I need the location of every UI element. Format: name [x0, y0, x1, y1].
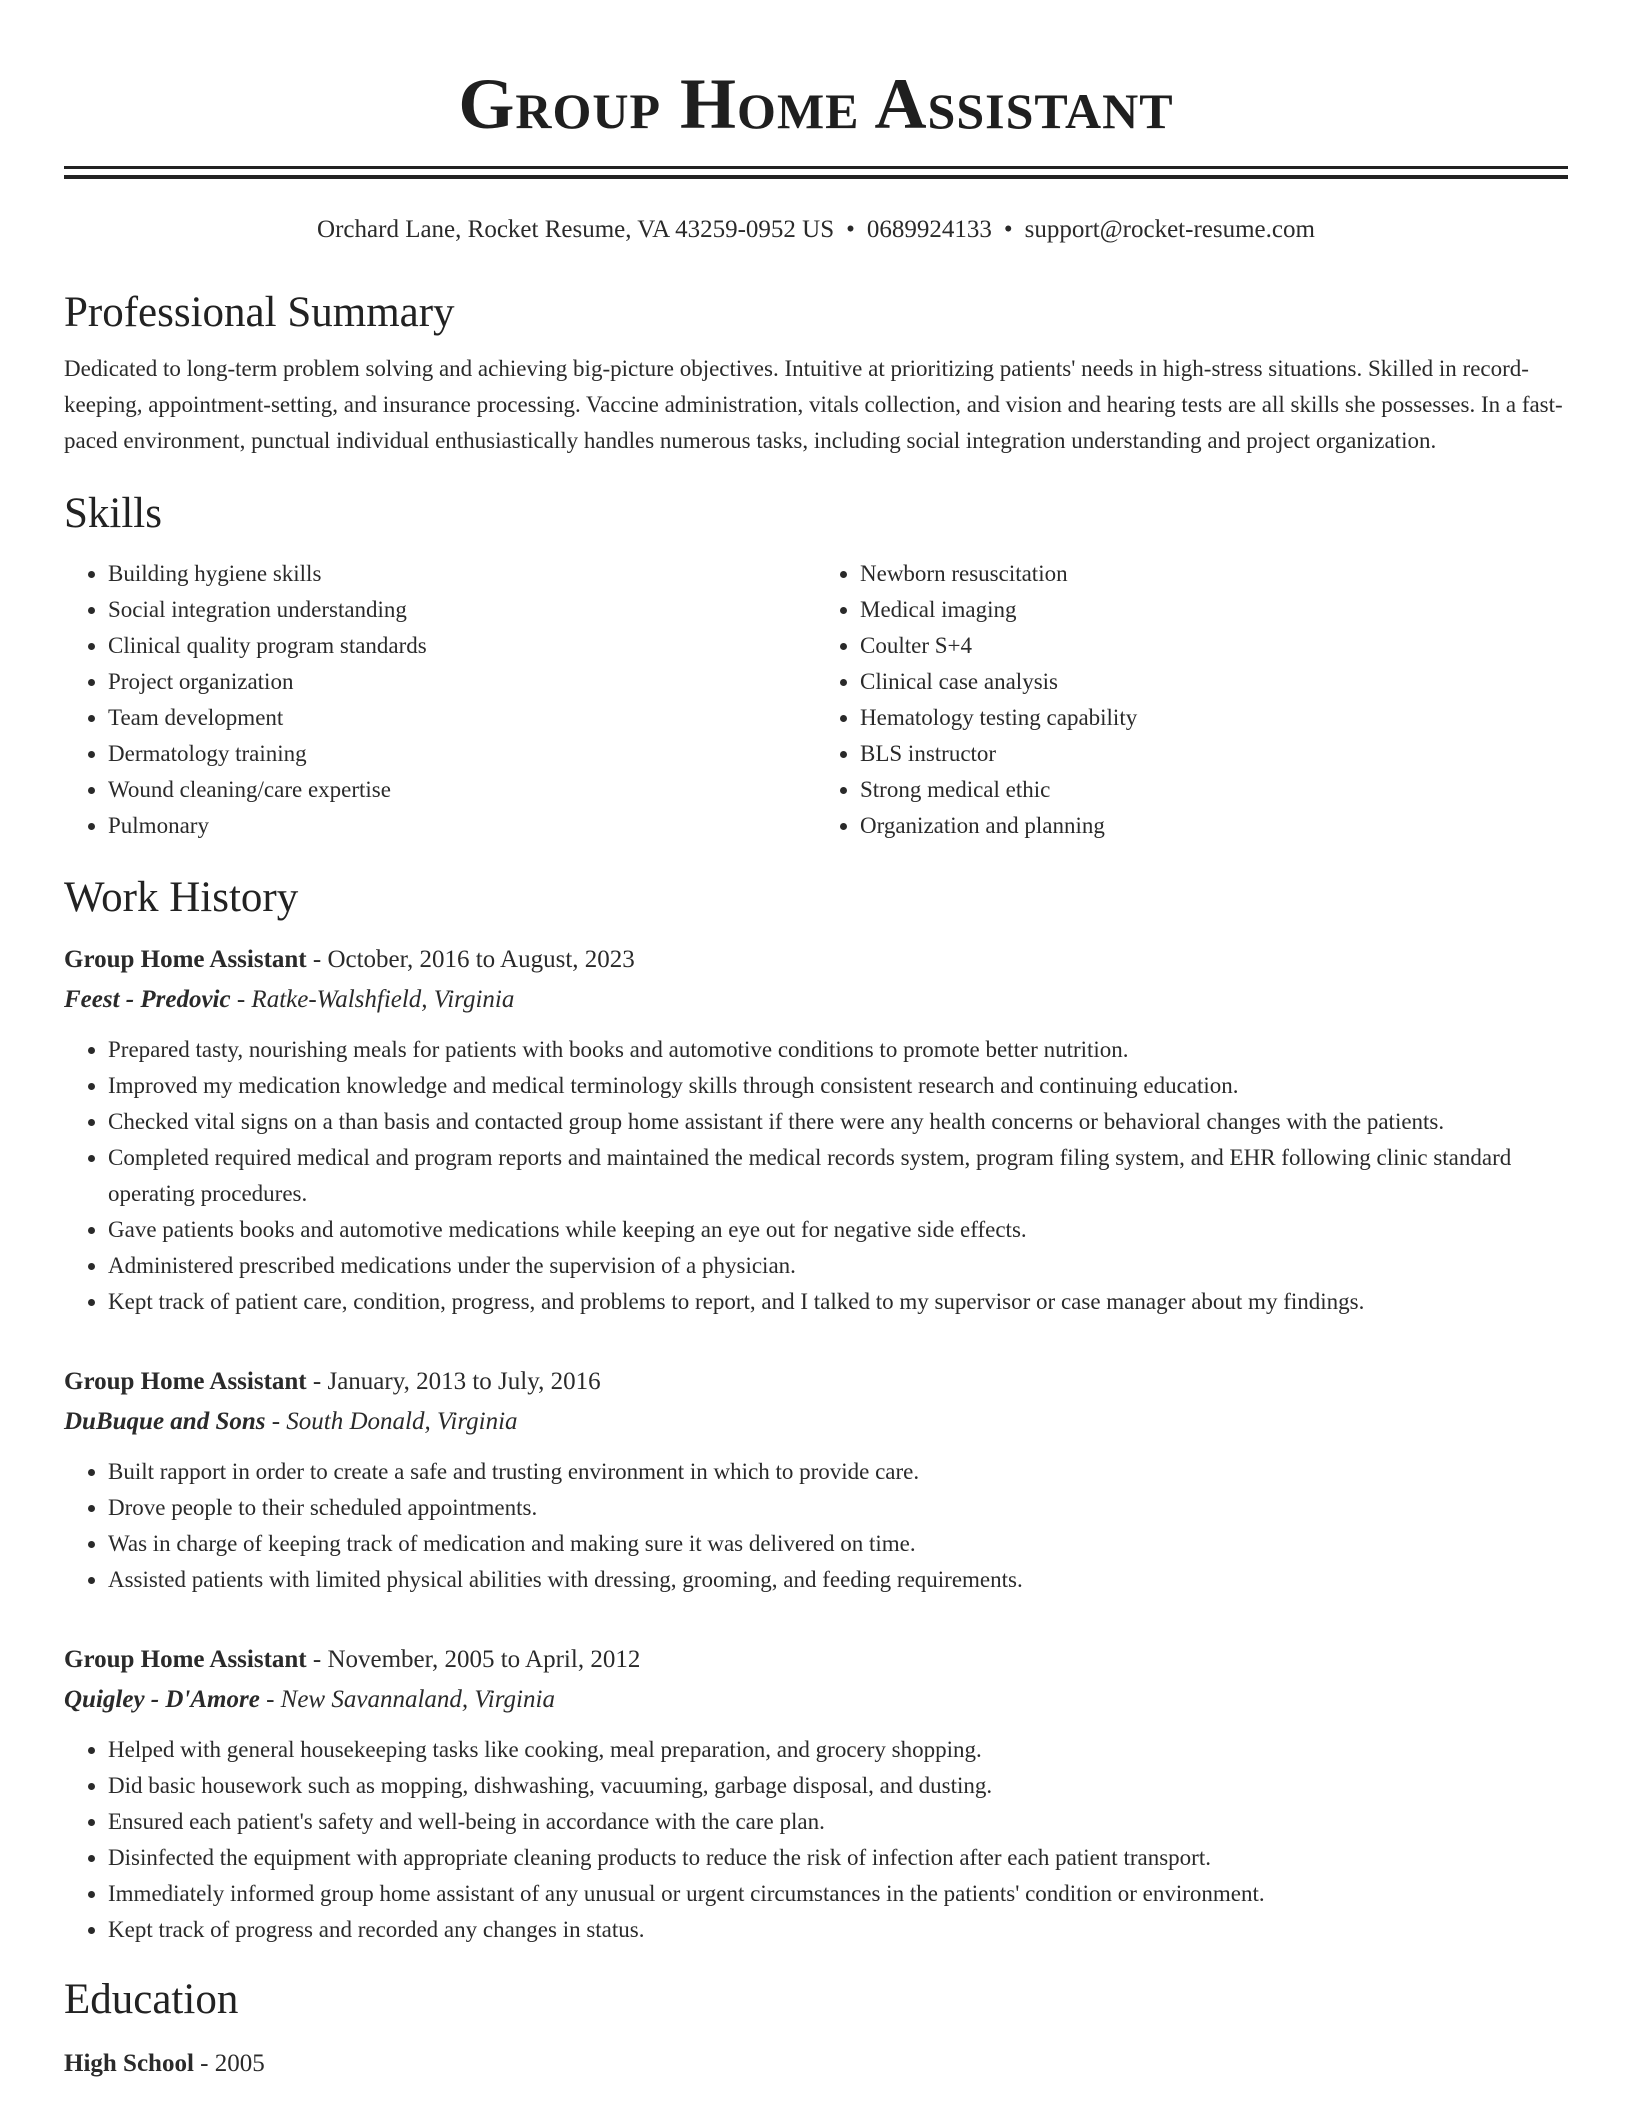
- skill-item: • Project organization: [108, 664, 816, 700]
- education-section: [64, 1974, 1568, 2082]
- job-duty: • Checked vital signs on a than basis and contacted group home assistant if there were any health concerns or behavioral changes with the patients.: [108, 1104, 1568, 1140]
- skill-item: • Strong medical ethic: [860, 772, 1568, 808]
- job-title: Group Home Assistant: [64, 1368, 307, 1395]
- job-duty: • Built rapport in order to create a safe and trusting environment in which to provide care.: [108, 1454, 1568, 1490]
- job-entry: [64, 1642, 1568, 1948]
- job-duty: • Kept track of patient care, condition, progress, and problems to report, and I talked to my supervisor or case manager about my findings.: [108, 1284, 1568, 1320]
- skills-list-right: [816, 556, 1568, 844]
- job-header: [64, 942, 1568, 978]
- skills-columns: [64, 556, 1568, 844]
- education-year: - 2005: [193, 2050, 265, 2077]
- job-employer: [64, 1404, 1568, 1440]
- header-rule-top: [64, 166, 1568, 169]
- skill-item: • Clinical quality program standards: [108, 628, 816, 664]
- skill-item: • Team development: [108, 700, 816, 736]
- skill-item: • Wound cleaning/care expertise: [108, 772, 816, 808]
- skill-item: • Dermatology training: [108, 736, 816, 772]
- job-entry: [64, 1364, 1568, 1598]
- job-duties-list: [64, 1732, 1568, 1948]
- work-history-section: [64, 872, 1568, 1948]
- contact-phone: 0689924133: [866, 216, 992, 243]
- skill-item: • BLS instructor: [860, 736, 1568, 772]
- contact-line: [64, 215, 1568, 245]
- job-duties-list: [64, 1454, 1568, 1598]
- resume-content: [64, 0, 1568, 2082]
- job-location: - New Savannaland, Virginia: [259, 1686, 555, 1713]
- job-company: Quigley - D'Amore: [64, 1686, 260, 1713]
- job-duty: • Was in charge of keeping track of medication and making sure it was delivered on time.: [108, 1526, 1568, 1562]
- job-duty: • Did basic housework such as mopping, dishwashing, vacuuming, garbage disposal, and dusting.: [108, 1768, 1568, 1804]
- job-header: [64, 1364, 1568, 1400]
- job-employer: [64, 982, 1568, 1018]
- candidate-name: Group Home Assistant: [458, 64, 1174, 144]
- job-duty: • Administered prescribed medications under the supervision of a physician.: [108, 1248, 1568, 1284]
- contact-separator: •: [846, 216, 855, 243]
- job-duty: • Immediately informed group home assistant of any unusual or urgent circumstances in the patients' condition or environment.: [108, 1876, 1568, 1912]
- job-entry: [64, 942, 1568, 1320]
- job-duty: • Helped with general housekeeping tasks like cooking, meal preparation, and grocery shopping.: [108, 1732, 1568, 1768]
- skill-item: • Pulmonary: [108, 808, 816, 844]
- header-rule-bottom: [64, 175, 1568, 179]
- section-heading-skills: Skills: [64, 490, 162, 537]
- job-duty: • Ensured each patient's safety and well-being in accordance with the care plan.: [108, 1804, 1568, 1840]
- summary-text: Dedicated to long-term problem solving and achieving big-picture objectives. Intuitive at prioritizing patients' needs in high-stress situations. Skilled in record-keeping, appointment-setting, and insurance processing. Vaccine administration, vitals collection, and vision and hearing tests are all skills she possesses. In a fast-paced environment, punctual individual enthusiastically handles numerous tasks, including social integration understanding and project organization.: [64, 356, 1563, 453]
- skills-section: [64, 488, 1568, 844]
- job-company: DuBuque and Sons: [64, 1408, 266, 1435]
- job-location: - Ratke-Walshfield, Virginia: [230, 986, 515, 1013]
- job-duty: • Assisted patients with limited physical abilities with dressing, grooming, and feeding requirements.: [108, 1562, 1568, 1598]
- job-employer: [64, 1682, 1568, 1718]
- skill-item: • Coulter S+4: [860, 628, 1568, 664]
- job-duty: • Gave patients books and automotive medications while keeping an eye out for negative side effects.: [108, 1212, 1568, 1248]
- job-duties-list: [64, 1032, 1568, 1320]
- contact-separator: •: [1003, 216, 1013, 243]
- skill-item: • Clinical case analysis: [860, 664, 1568, 700]
- job-company: Feest - Predovic: [64, 986, 231, 1013]
- section-heading-summary: Professional Summary: [64, 289, 455, 336]
- job-dates: - November, 2005 to April, 2012: [306, 1646, 641, 1673]
- section-heading-education: Education: [64, 1976, 239, 2023]
- contact-email: support@rocket-resume.com: [1024, 216, 1315, 243]
- skill-item: • Building hygiene skills: [108, 556, 816, 592]
- job-duty: • Disinfected the equipment with appropriate cleaning products to reduce the risk of infection after each patient transport.: [108, 1840, 1568, 1876]
- skill-item: • Organization and planning: [860, 808, 1568, 844]
- job-title: Group Home Assistant: [64, 946, 307, 973]
- job-duty: • Completed required medical and program reports and maintained the medical records system, program filing system, and EHR following clinic standard operating procedures.: [108, 1140, 1568, 1212]
- skill-item: • Social integration understanding: [108, 592, 816, 628]
- job-duty: • Prepared tasty, nourishing meals for patients with books and automotive conditions to promote better nutrition.: [108, 1032, 1568, 1068]
- skill-item: • Medical imaging: [860, 592, 1568, 628]
- education-entry: [64, 2046, 1568, 2082]
- education-degree: High School: [64, 2050, 194, 2077]
- job-duty: • Improved my medication knowledge and medical terminology skills through consistent research and continuing education.: [108, 1068, 1568, 1104]
- skills-list-left: [64, 556, 816, 844]
- job-duty: • Drove people to their scheduled appointments.: [108, 1490, 1568, 1526]
- job-duty: • Kept track of progress and recorded any changes in status.: [108, 1912, 1568, 1948]
- job-title: Group Home Assistant: [64, 1646, 307, 1673]
- skill-item: • Hematology testing capability: [860, 700, 1568, 736]
- job-header: [64, 1642, 1568, 1678]
- contact-address: Orchard Lane, Rocket Resume, VA 43259-0952 US: [317, 216, 835, 243]
- skill-item: • Newborn resuscitation: [860, 556, 1568, 592]
- section-heading-work-history: Work History: [64, 874, 299, 921]
- job-dates: - January, 2013 to July, 2016: [306, 1368, 601, 1395]
- job-dates: - October, 2016 to August, 2023: [306, 946, 635, 973]
- professional-summary-section: [64, 287, 1568, 459]
- job-location: - South Donald, Virginia: [265, 1408, 518, 1435]
